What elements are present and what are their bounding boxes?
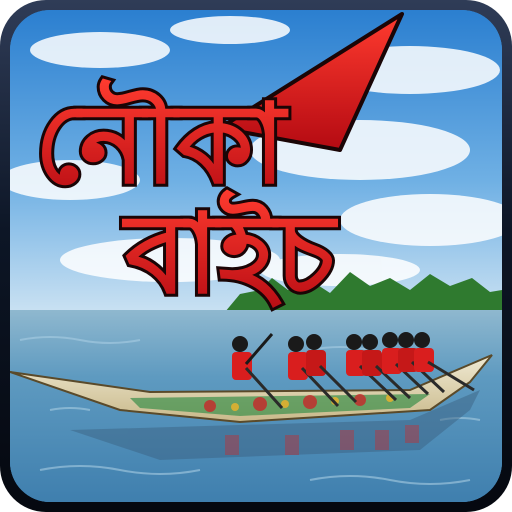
- app-icon-artwork: [10, 10, 502, 502]
- title-line-1: নৌকা: [34, 80, 286, 208]
- title-line-2: বাইচ: [125, 190, 335, 318]
- scene-svg: [10, 10, 502, 502]
